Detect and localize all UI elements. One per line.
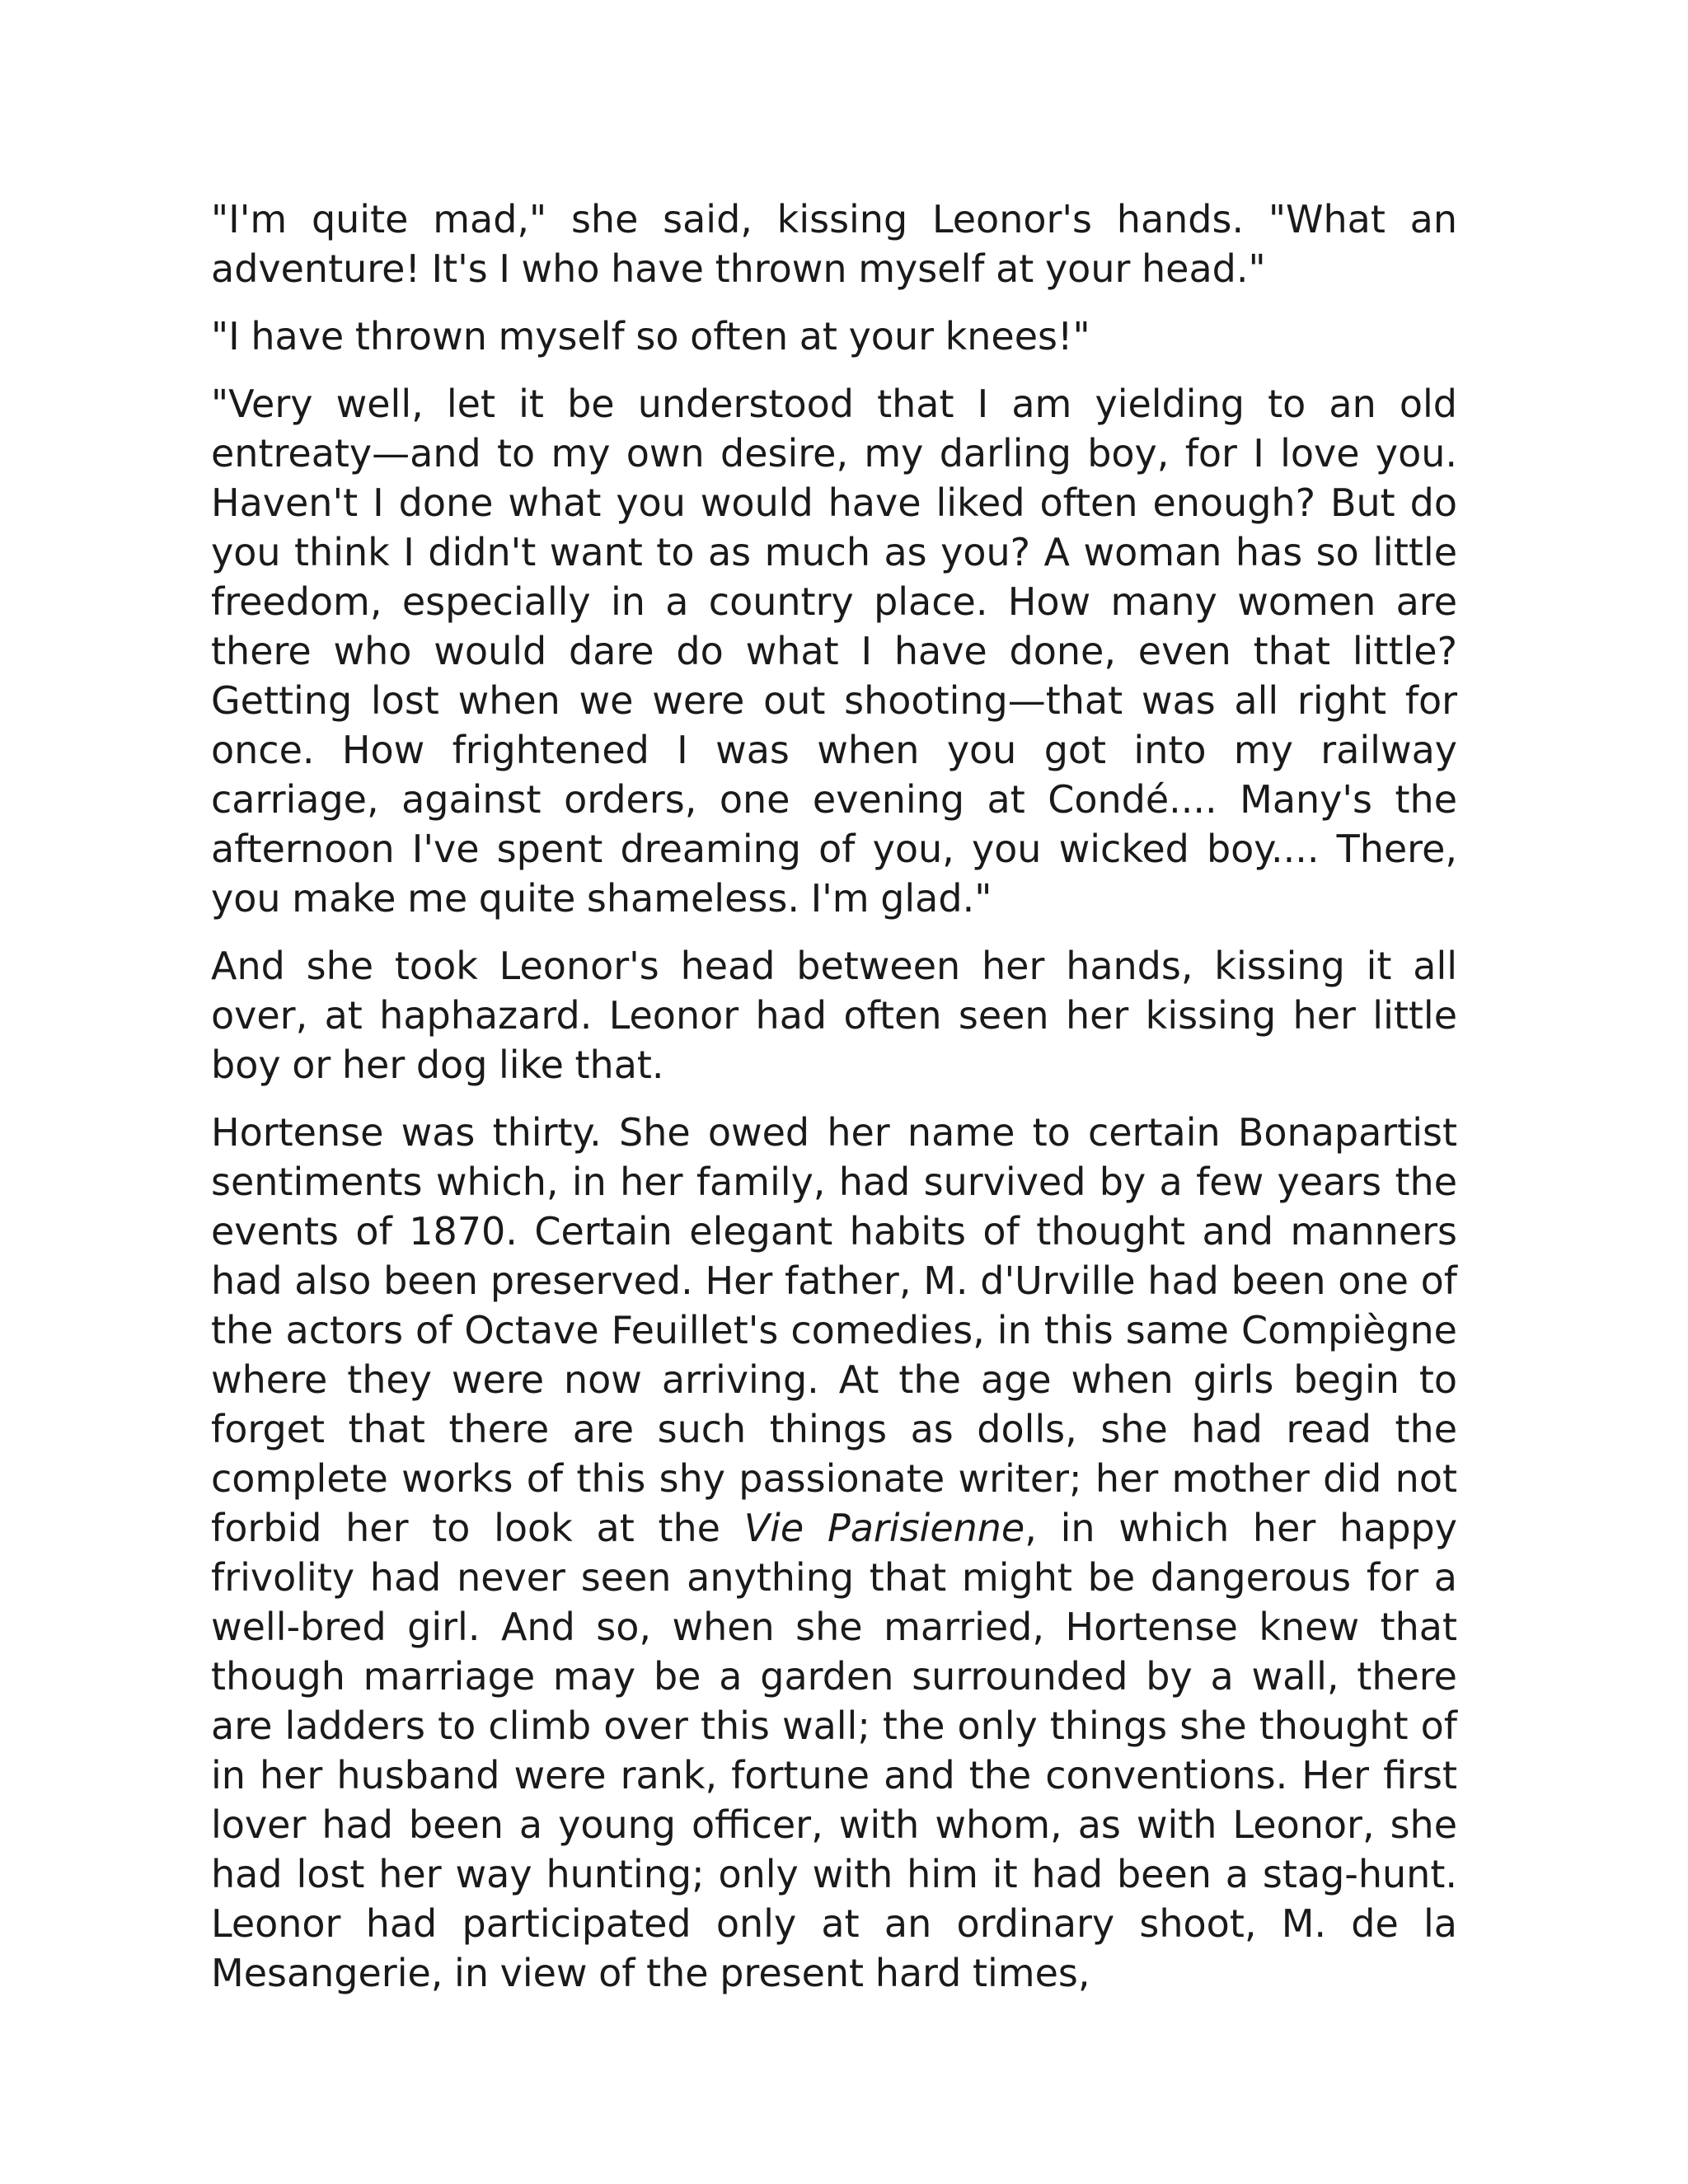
paragraph-5-text-a: Hortense was thirty. She owed her name to certain Bonapartist sentiments which, in her family, had survived by a few years the events of 1870. Certain elegant habits of thought and manners had also been preserved. Her father, M. d'Urville had been one of the actors of Octave Feuillet's comedies, in this same Compiègne where they were now arriving. At the age when girls begin to forget that there are such things as dolls, she had read the complete works of this shy passionate writer; her mother did not forbid her to look at the <box>211 1110 1457 1550</box>
paragraph-1: "I'm quite mad," she said, kissing Leonor's hands. "What an adventure! It's I who have thrown myself at your head." <box>211 197 1457 291</box>
paragraph-2: "I have thrown myself so often at your knees!" <box>211 314 1090 359</box>
paragraph-4: And she took Leonor's head between her hands, kissing it all over, at haphazard. Leonor had often seen her kissing her little boy or her dog like that. <box>211 944 1457 1087</box>
paragraph-5 <box>211 1108 1457 1998</box>
paragraph-5-italic-title: Vie Parisienne <box>743 1506 1025 1550</box>
page-body <box>211 194 1457 2016</box>
paragraph-5-text-b: , in which her happy frivolity had never seen anything that might be dangerous for a well-bred girl. And so, when she married, Hortense knew that though marriage may be a garden surrounded by a wall, there are ladders to climb over this wall; the only things she thought of in her husband were rank, fortune and the conventions. Her first lover had been a young officer, with whom, as with Leonor, she had lost her way hunting; only with him it had been a stag-hunt. Leonor had participated only at an ordinary shoot, M. de la Mesangerie, in view of the present hard times, <box>211 1506 1457 1995</box>
paragraph-3: "Very well, let it be understood that I am yielding to an old entreaty—and to my own desire, my darling boy, for I love you. Haven't I done what you would have liked often enough? But do you think I didn't want to as much as you? A woman has so little freedom, especially in a country place. How many women are there who would dare do what I have done, even that little? Getting lost when we were out shooting—that was all right for once. How frightened I was when you got into my railway carriage, against orders, one evening at Condé.... Many's the afternoon I've spent dreaming of you, you wicked boy.... There, you make me quite shameless. I'm glad." <box>211 382 1457 921</box>
